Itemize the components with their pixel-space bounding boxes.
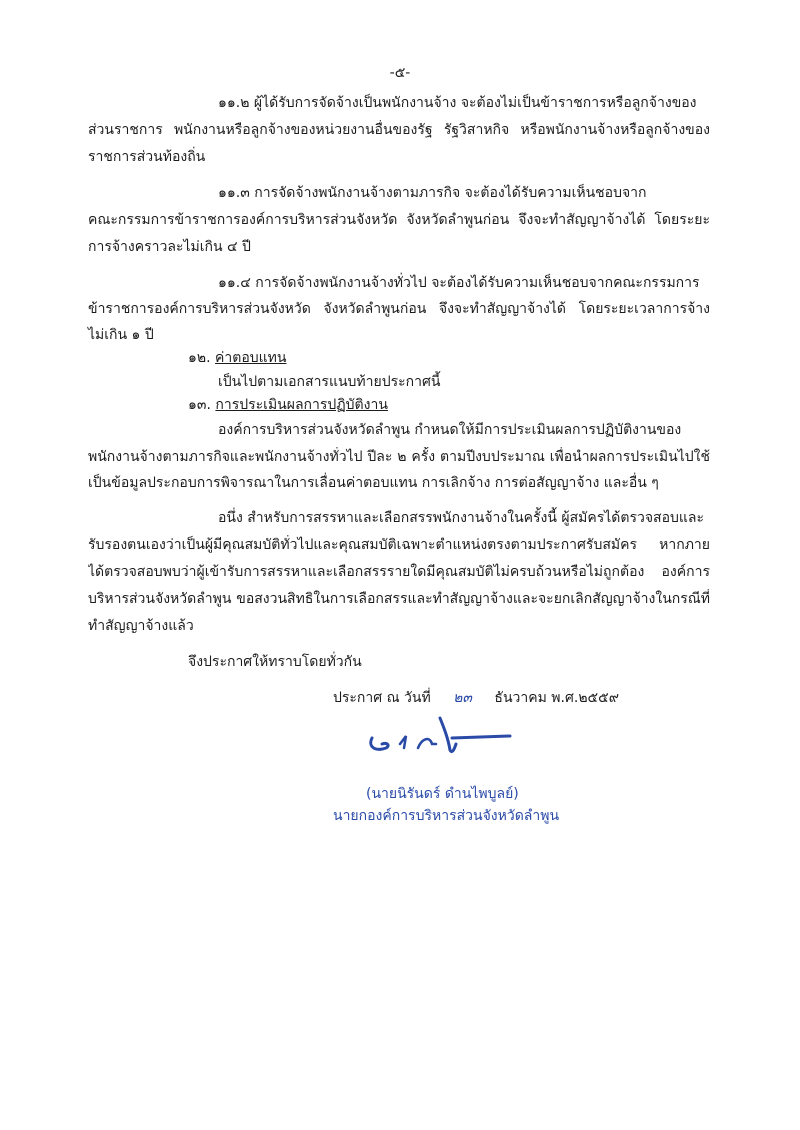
section-13-heading xyxy=(188,395,388,415)
section-13-title: การประเมินผลการปฏิบัติงาน xyxy=(215,397,388,413)
closing-line-2: รับรองตนเองว่าเป็นผู้มีคุณสมบัติทั่วไปและคุณสมบัติเฉพาะตำแหน่งตรงตามประกาศรับสมัคร หากภาย xyxy=(88,537,710,553)
page-number: -๕- xyxy=(389,65,411,81)
paragraph-11-3-line-1: ๑๑.๓ การจัดจ้างพนักงานจ้างตามภารกิจ จะต้องได้รับความเห็นชอบจาก xyxy=(218,185,647,201)
closing-line-3: ได้ตรวจสอบพบว่าผู้เข้ารับการสรรหาและเลือกสรรรายใดมีคุณสมบัติไม่ครบถ้วนหรือไม่ถูกต้อง องค์การ xyxy=(88,564,710,580)
section-13-line-2: พนักงานจ้างตามภารกิจและพนักงานจ้างทั่วไป ปีละ ๒ ครั้ง ตามปีงบประมาณ เพื่อนำผลการประเมินไปใช้ xyxy=(88,449,710,465)
section-12-number: ๑๒. xyxy=(188,350,211,366)
date-day: ๒๓ xyxy=(453,690,472,706)
paragraph-11-3-line-2: คณะกรรมการข้าราชการองค์การบริหารส่วนจังหวัด จังหวัดลำพูนก่อน จึงจะทำสัญญาจ้างได้ โดยระยะ xyxy=(88,212,710,228)
paragraph-11-3-line-3: การจ้างคราวละไม่เกิน ๔ ปี xyxy=(88,239,251,255)
signer-name: (นายนิรันดร์ ดำนไพบูลย์) xyxy=(366,786,519,802)
section-13-line-1: องค์การบริหารส่วนจังหวัดลำพูน กำหนดให้มีการประเมินผลการปฏิบัติงานของ xyxy=(218,422,682,438)
closing-line-4: บริหารส่วนจังหวัดลำพูน ขอสงวนสิทธิในการเลือกสรรและทำสัญญาจ้างและจะยกเลิกสัญญาจ้างในกรณีที่ xyxy=(88,591,710,607)
section-12-heading xyxy=(188,348,286,368)
paragraph-11-2-line-2: ส่วนราชการ พนักงานหรือลูกจ้างของหน่วยงานอื่นของรัฐ รัฐวิสาหกิจ หรือพนักงานจ้างหรือลูกจ้างของ xyxy=(88,122,710,138)
closing-line-1: อนึ่ง สำหรับการสรรหาและเลือกสรรพนักงานจ้างในครั้งนี้ ผู้สมัครได้ตรวจสอบและ xyxy=(218,510,705,526)
date-month-year: ธันวาคม พ.ศ.๒๕๕๙ xyxy=(494,690,619,706)
paragraph-11-4-line-2: ข้าราชการองค์การบริหารส่วนจังหวัด จังหวัดลำพูนก่อน จึงจะทำสัญญาจ้างได้ โดยระยะเวลาการจ้าง xyxy=(88,301,710,317)
section-12-title: ค่าตอบแทน xyxy=(215,350,287,366)
paragraph-11-4-line-3: ไม่เกิน ๑ ปี xyxy=(88,327,154,343)
announcement-date xyxy=(333,688,619,708)
section-13-line-3: เป็นข้อมูลประกอบการพิจารณาในการเลื่อนค่าตอบแทน การเลิกจ้าง การต่อสัญญาจ้าง และอื่น ๆ xyxy=(88,475,659,491)
signature-image xyxy=(360,708,530,768)
section-13-number: ๑๓. xyxy=(188,397,211,413)
paragraph-11-2-line-3: ราชการส่วนท้องถิ่น xyxy=(88,149,206,165)
announcement: จึงประกาศให้ทราบโดยทั่วกัน xyxy=(188,654,362,670)
date-prefix: ประกาศ ณ วันที่ xyxy=(333,690,431,706)
paragraph-11-4-line-1: ๑๑.๔ การจัดจ้างพนักงานจ้างทั่วไป จะต้องได้รับความเห็นชอบจากคณะกรรมการ xyxy=(218,275,700,291)
paragraph-11-2-line-1: ๑๑.๒ ผู้ได้รับการจัดจ้างเป็นพนักงานจ้าง จะต้องไม่เป็นข้าราชการหรือลูกจ้างของ xyxy=(218,95,697,111)
closing-line-5: ทำสัญญาจ้างแล้ว xyxy=(88,618,194,634)
section-12-body: เป็นไปตามเอกสารแนบท้ายประกาศนี้ xyxy=(218,374,441,390)
signer-position: นายกองค์การบริหารส่วนจังหวัดลำพูน xyxy=(333,808,560,824)
